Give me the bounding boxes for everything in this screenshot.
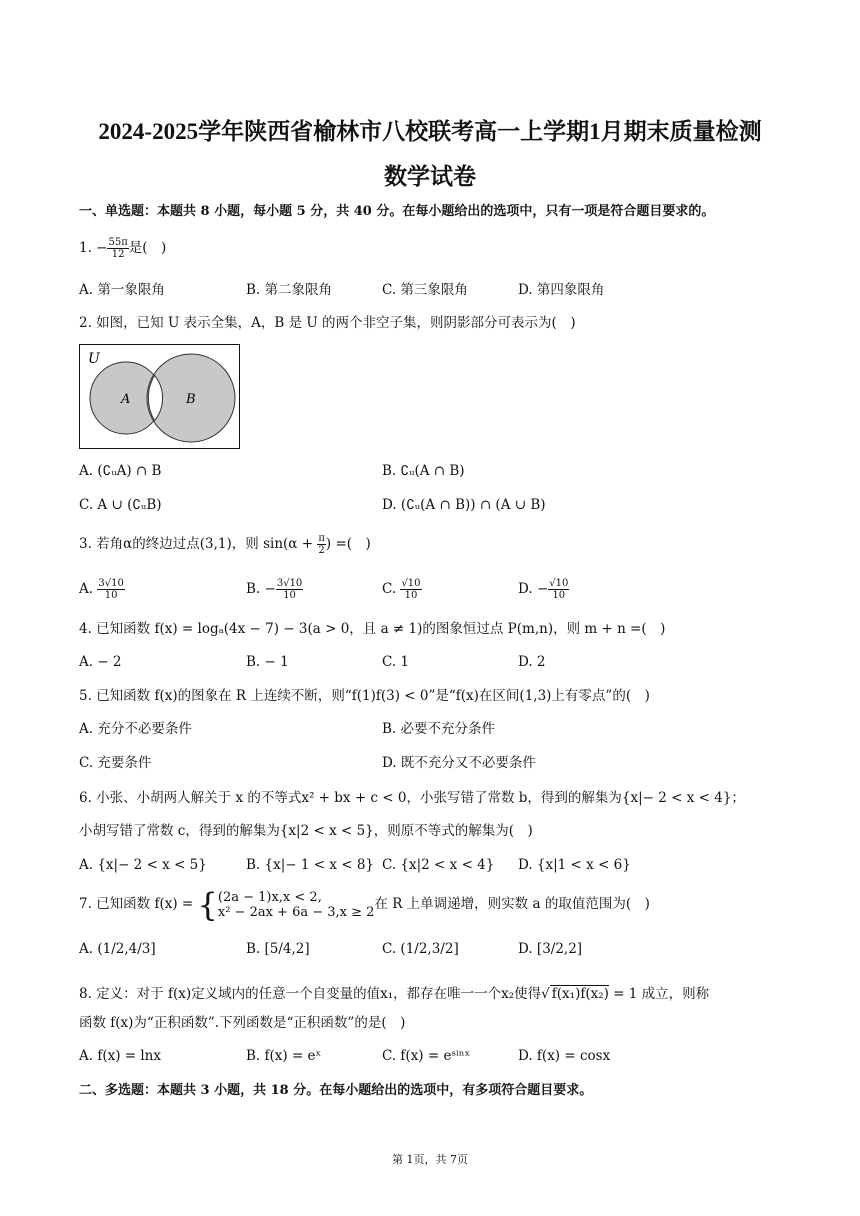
- q4-option-d: D. 2: [518, 654, 546, 670]
- q5-option-d: D. 既不充分又不必要条件: [382, 755, 536, 771]
- q2-option-b: B. ∁ᵤ(A ∩ B): [382, 463, 465, 479]
- q4-option-c: C. 1: [382, 654, 410, 670]
- q2-option-d: D. (∁ᵤ(A ∩ B)) ∩ (A ∪ B): [382, 497, 546, 513]
- question-4: 4. 已知函数 f(x) = logₐ(4x − 7) − 3(a > 0，且 a ≠ 1)的图象恒过点 P(m,n)，则 m + n =( ): [79, 621, 666, 637]
- q7-prefix: 7. 已知函数 f(x) =: [79, 896, 198, 912]
- q8-option-b: B. f(x) = eˣ: [246, 1048, 322, 1064]
- q8-option-c: C. f(x) = eˢⁱⁿˣ: [382, 1048, 471, 1064]
- q3-pi-fraction: $\frac{\pi}{2}$: [318, 533, 325, 556]
- q3-option-c: C. $\frac{√10}{10}$: [382, 578, 421, 601]
- q5-option-a: A. 充分不必要条件: [79, 721, 192, 737]
- q1-suffix: 是( ): [128, 240, 167, 256]
- q3-stem-b: ) =( ): [325, 536, 371, 552]
- question-6-line-2: 小胡写错了常数 c，得到的解集为{x|2 < x < 5}，则原不等式的解集为( ): [79, 823, 533, 839]
- q7-option-b: B. [5/4,2]: [246, 941, 310, 957]
- q6-option-b: B. {x|− 1 < x < 8}: [246, 857, 375, 873]
- q5-option-b: B. 必要不充分条件: [382, 721, 496, 737]
- venn-label-a: A: [121, 392, 131, 407]
- section-multi-choice: 二、多选题：本题共 3 小题，共 18 分。在每小题给出的选项中，有多项符合题目要求。: [79, 1083, 593, 1098]
- page-footer: 第 1页，共 7页: [392, 1153, 468, 1166]
- q1-option-c: C. 第三象限角: [382, 282, 468, 298]
- q8-option-a: A. f(x) = lnx: [79, 1048, 161, 1064]
- q3-option-a: A. $\frac{3√10}{10}$: [79, 578, 124, 601]
- q1-prefix: 1. −: [79, 240, 108, 256]
- q1-option-a: A. 第一象限角: [79, 282, 165, 298]
- question-5: 5. 已知函数 f(x)的图象在 R 上连续不断，则“f(1)f(3) < 0”是“f(x)在区间(1,3)上有零点”的( ): [79, 688, 650, 704]
- q8-stem-a: 8. 定义：对于 f(x)定义域内的任意一个自变量的值x₁，都存在唯一一个x₂使得: [79, 986, 542, 1002]
- venn-label-b: B: [186, 392, 196, 407]
- section-single-choice: 一、单选题：本题共 8 小题，每小题 5 分，共 40 分。在每小题给出的选项中，只有一项是符合题目要求的。: [79, 204, 715, 219]
- exam-subtitle: 数学试卷: [384, 164, 476, 189]
- question-3: [79, 533, 371, 556]
- q6-option-c: C. {x|2 < x < 4}: [382, 857, 495, 873]
- q1-option-b: B. 第二象限角: [246, 282, 333, 298]
- q7-option-d: D. [3/2,2]: [518, 941, 583, 957]
- q8-option-d: D. f(x) = cosx: [518, 1048, 611, 1064]
- q3-option-d: D. − $\frac{√10}{10}$: [518, 578, 569, 601]
- venn-diagram: [79, 344, 240, 449]
- question-1: [79, 237, 166, 260]
- question-8-line-2: 函数 f(x)为“正积函数”.下列函数是“正积函数”的是( ): [79, 1015, 406, 1031]
- q8-sqrt: f(x₁)f(x₂): [551, 986, 609, 1002]
- q6-option-d: D. {x|1 < x < 6}: [518, 857, 631, 873]
- q3-option-b: B. − $\frac{3√10}{10}$: [246, 578, 303, 601]
- question-7: [79, 886, 650, 922]
- q6-option-a: A. {x|− 2 < x < 5}: [79, 857, 207, 873]
- exam-title: 2024-2025学年陕西省榆林市八校联考高一上学期1月期末质量检测: [98, 119, 762, 144]
- q5-option-c: C. 充要条件: [79, 755, 152, 771]
- q7-option-a: A. (1/2,4/3]: [79, 941, 156, 957]
- question-8-line-1: 8. 定义：对于 f(x)定义域内的任意一个自变量的值x₁，都存在唯一一个x₂使得√ f(x₁)f(x₂) = 1 成立，则称: [79, 986, 710, 1002]
- q4-option-a: A. − 2: [79, 654, 122, 670]
- q1-fraction: $\frac{55\pi}{12}$: [108, 237, 128, 260]
- q3-stem-a: 3. 若角α的终边过点(3,1)，则 sin(α +: [79, 536, 318, 552]
- q7-suffix: 在 R 上单调递增，则实数 a 的取值范围为( ): [374, 896, 650, 912]
- q8-stem-b: = 1 成立，则称: [608, 986, 710, 1002]
- q7-option-c: C. (1/2,3/2]: [382, 941, 459, 957]
- q7-piecewise: { (2a − 1)x,x < 2, x² − 2ax + 6a − 3,x ≥ 2: [197, 885, 375, 924]
- q1-option-d: D. 第四象限角: [518, 282, 605, 298]
- q4-option-b: B. − 1: [246, 654, 289, 670]
- q2-option-a: A. (∁ᵤA) ∩ B: [79, 463, 162, 479]
- venn-label-u: U: [88, 351, 100, 367]
- question-2: 2. 如图，已知 U 表示全集，A，B 是 U 的两个非空子集，则阴影部分可表示为( ): [79, 315, 576, 331]
- q2-option-c: C. A ∪ (∁ᵤB): [79, 497, 162, 513]
- question-6-line-1: 6. 小张、小胡两人解关于 x 的不等式x² + bx + c < 0，小张写错了常数 b，得到的解集为{x|− 2 < x < 4}；: [79, 790, 745, 806]
